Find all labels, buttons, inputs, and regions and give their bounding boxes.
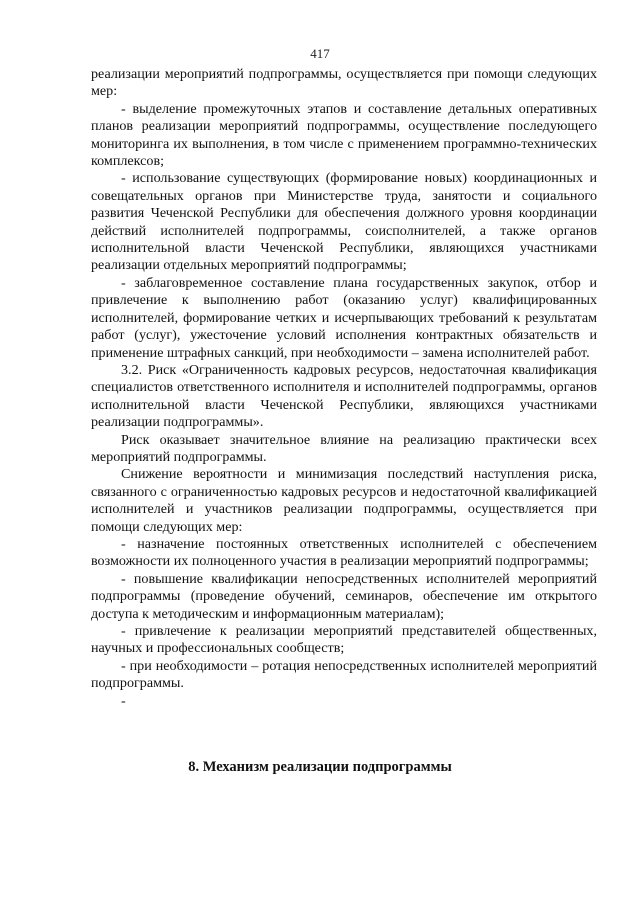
page-number: 417: [310, 46, 330, 61]
paragraph-intro: реализации мероприятий подпрограммы, осуществляется при помощи следующих мер:: [91, 66, 597, 100]
list-item-professional-communities: - привлечение к реализации мероприятий представителей общественных, научных и профессиональных сообществ;: [91, 623, 597, 657]
risk-heading-3-2: 3.2. Риск «Ограниченность кадровых ресурсов, недостаточная квалификация специалистов ответственного исполнителя и исполнителей подпрограммы, органов исполнительной власти Чеченской Республики, являющихся участниками реализации подпрограммы».: [91, 361, 597, 431]
document-body: [91, 66, 597, 710]
list-item-staged-planning: - выделение промежуточных этапов и составление детальных оперативных планов реализации мероприятий подпрограммы, осуществление последующего мониторинга их выполнения, в том числе с применением программно-технических комплексов;: [91, 100, 597, 170]
list-item-coordination-bodies: - использование существующих (формирование новых) координационных и совещательных органов при Министерстве труда, занятости и социального развития Чеченской Республики для обеспечения должного уровня координации действий исполнителей подпрограммы, соисполнителей, а также органов исполнительной власти Чеченской Республики, являющихся участниками реализации отдельных мероприятий подпрограммы;: [91, 170, 597, 274]
list-item-procurement-plan: - заблаговременное составление плана государственных закупок, отбор и привлечение к выполнению работ (оказанию услуг) квалифицированных исполнителей, формирование четких и исчерпывающих требований к результатам работ (услуг), ужесточение условий исполнения контрактных обязательств и применение штрафных санкций, при необходимости – замена исполнителей работ.: [91, 274, 597, 361]
list-item-rotation: - при необходимости – ротация непосредственных исполнителей мероприятий подпрограммы.: [91, 657, 597, 692]
paragraph-risk-mitigation: Снижение вероятности и минимизация последствий наступления риска, связанного с ограниченностью кадровых ресурсов и недостаточной квалификацией исполнителей и участников реализации подпрограммы, осуществляется при помощи следующих мер:: [91, 466, 597, 535]
list-item-qualification: - повышение квалификации непосредственных исполнителей мероприятий подпрограммы (проведение обучений, семинаров, обеспечение им открытого доступа к методическим и информационным материалам);: [91, 570, 597, 622]
paragraph-risk-impact: Риск оказывает значительное влияние на реализацию практически всех мероприятий подпрограммы.: [91, 431, 597, 465]
list-item-empty: -: [121, 692, 126, 709]
section-heading: 8. Механизм реализации подпрограммы: [188, 759, 452, 775]
list-item-permanent-executors: - назначение постоянных ответственных исполнителей с обеспечением возможности их полноценного участия в реализации мероприятий подпрограммы;: [91, 535, 597, 570]
